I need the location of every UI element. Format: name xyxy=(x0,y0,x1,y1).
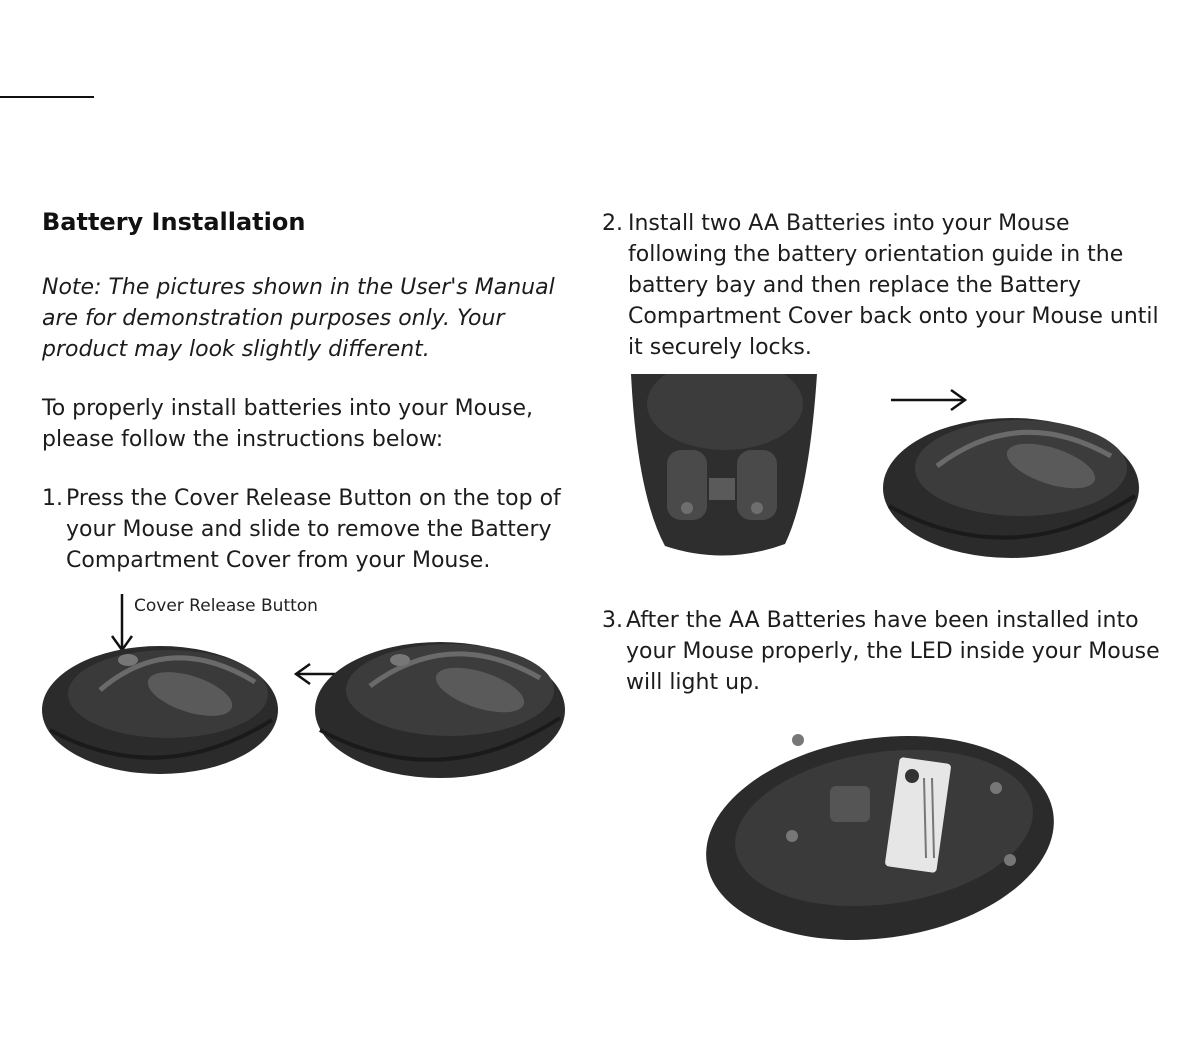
step-2-text: Install two AA Batteries into your Mouse following the battery orientation guide in the battery bay and then replace the Battery Compartment Cover back onto your Mouse until it securely locks. xyxy=(628,211,1159,360)
right-arrow-icon xyxy=(891,390,965,410)
cover-release-figure xyxy=(40,590,580,790)
step-1 xyxy=(42,483,582,576)
down-arrow-icon xyxy=(112,594,132,650)
intro-text: To properly install batteries into your Mouse, please follow the instructions below: xyxy=(42,396,534,452)
note-text: Note: The pictures shown in the User's Manual are for demonstration purposes only. Your product may look slightly different. xyxy=(42,275,555,362)
cover-release-callout: Cover Release Button xyxy=(134,596,318,616)
step-3-text: After the AA Batteries have been installed into your Mouse properly, the LED inside your Mouse will light up. xyxy=(626,608,1160,695)
step-1-text: Press the Cover Release Button on the top of your Mouse and slide to remove the Battery Compartment Cover from your Mouse. xyxy=(66,486,561,573)
step-2-number: 2. xyxy=(602,211,623,236)
mouse-cover-removed-image xyxy=(315,642,565,778)
step-1-number: 1. xyxy=(42,486,63,511)
battery-bay-image xyxy=(631,374,817,556)
corner-rule xyxy=(0,96,94,98)
mouse-cover-replaced-image xyxy=(883,418,1139,558)
step-2 xyxy=(602,208,1162,363)
mouse-underside-image xyxy=(700,728,1060,948)
mouse-with-cover-image xyxy=(42,646,278,774)
step-3 xyxy=(602,605,1162,698)
step-3-number: 3. xyxy=(602,608,623,633)
section-heading: Battery Installation xyxy=(42,208,306,236)
mouse-underside-figure xyxy=(700,728,1060,948)
battery-insertion-figure xyxy=(625,374,1145,574)
